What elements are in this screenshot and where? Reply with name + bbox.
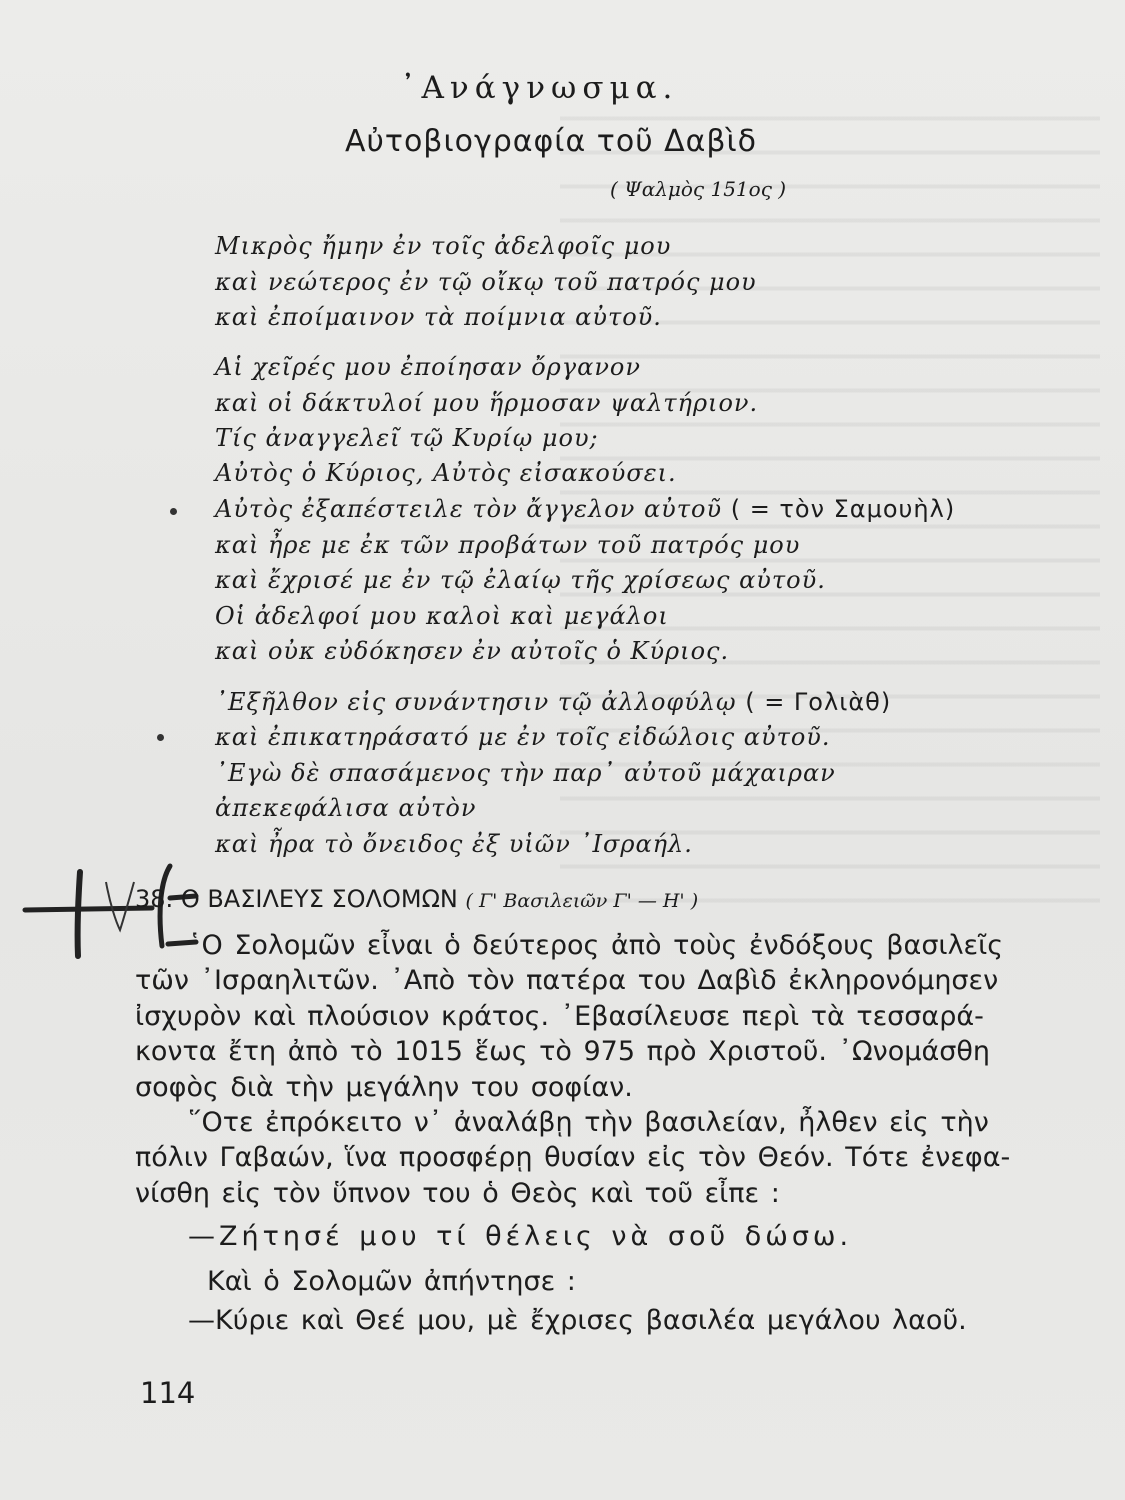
- psalm-line: Αὐτὸς ὁ Κύριος, Αὐτὸς εἰσακούσει.: [215, 459, 677, 487]
- psalm-line-text: ᾿Εξῆλθον εἰς συνάντησιν τῷ ἀλλοφύλῳ: [215, 688, 737, 716]
- psalm-line: καὶ ἐπικατηράσατό με ἐν τοῖς εἰδώλοις αὐτοῦ.: [215, 723, 831, 751]
- psalm-line: ἀπεκεφάλισα αὐτὸν: [215, 794, 477, 822]
- body-line: Καὶ ὁ Σολομῶν ἀπήντησε :: [207, 1266, 576, 1297]
- psalm-line-text: Αὐτὸς ἐξαπέστειλε τὸν ἄγγελον αὐτοῦ: [215, 495, 723, 523]
- margin-dot: [170, 508, 177, 515]
- margin-dot: [157, 734, 164, 741]
- psalm-line: Τίς ἀναγγελεῖ τῷ Κυρίῳ μου;: [215, 424, 599, 452]
- psalm-line: [215, 495, 955, 523]
- reading-heading: ᾿Ανάγνωσμα.: [400, 70, 679, 106]
- psalm-line: Μικρὸς ἤμην ἐν τοῖς ἀδελφοῖς μου: [215, 232, 672, 260]
- psalm-line: καὶ νεώτερος ἐν τῷ οἴκῳ τοῦ πατρός μου: [215, 268, 757, 296]
- body-line: ἰσχυρὸν καὶ πλούσιον κράτος. ᾿Εβασίλευσε περὶ τὰ τεσσαρά-: [135, 1001, 984, 1032]
- psalm-line: καὶ οἱ δάκτυλοί μου ἥρμοσαν ψαλτήριον.: [215, 389, 759, 417]
- psalm-line: καὶ οὐκ εὐδόκησεν ἐν αὐτοῖς ὁ Κύριος.: [215, 637, 730, 665]
- body-line: νίσθη εἰς τὸν ὕπνον του ὁ Θεὸς καὶ τοῦ εἶπε :: [135, 1178, 780, 1209]
- body-line: ῾Ο Σολομῶν εἶναι ὁ δεύτερος ἀπὸ τοὺς ἐνδόξους βασιλεῖς: [188, 930, 1004, 961]
- section-reference: ( Γ' Βασιλειῶν Γ' — Η' ): [465, 890, 699, 912]
- section-header: [135, 885, 698, 913]
- psalm-line: Οἱ ἀδελφοί μου καλοὶ καὶ μεγάλοι: [215, 602, 669, 630]
- body-line: —Ζήτησέ μου τί θέλεις νὰ σοῦ δώσω.: [188, 1221, 853, 1252]
- psalm-line: καὶ ἐποίμαινον τὰ ποίμνια αὐτοῦ.: [215, 303, 662, 331]
- reading-subheading: Αὐτοβιογραφία τοῦ Δαβὶδ: [345, 124, 758, 159]
- psalm-line: Αἱ χεῖρές μου ἐποίησαν ὄργανον: [215, 353, 641, 381]
- section-title: Ο ΒΑΣΙΛΕΥΣ ΣΟΛΟΜΩΝ: [180, 885, 458, 913]
- body-line: σοφὸς διὰ τὴν μεγάλην του σοφίαν.: [135, 1072, 633, 1103]
- psalm-line: καὶ ἦρα τὸ ὄνειδος ἐξ υἱῶν ᾿Ισραήλ.: [215, 830, 693, 858]
- psalm-line-note: ( = τὸν Σαμουὴλ): [730, 495, 956, 523]
- psalm-line: ᾿Εγὼ δὲ σπασάμενος τὴν παρ᾿ αὐτοῦ μάχαιραν: [215, 759, 836, 787]
- body-line: —Κύριε καὶ Θεέ μου, μὲ ἔχρισες βασιλέα μεγάλου λαοῦ.: [188, 1305, 967, 1336]
- body-line: κοντα ἔτη ἀπὸ τὸ 1015 ἕως τὸ 975 πρὸ Χριστοῦ. ᾿Ωνομάσθη: [135, 1036, 991, 1067]
- psalm-line: καὶ ἦρε με ἐκ τῶν προβάτων τοῦ πατρός μου: [215, 531, 801, 559]
- page-number: 114: [140, 1376, 196, 1410]
- section-number: 38.: [135, 885, 174, 913]
- body-line: τῶν ᾿Ισραηλιτῶν. ᾿Απὸ τὸν πατέρα του Δαβὶδ ἐκληρονόμησεν: [135, 965, 999, 996]
- psalm-line-note: ( = Γολιὰθ): [745, 688, 892, 716]
- psalm-reference: ( Ψαλμὸς 151ος ): [610, 177, 787, 201]
- body-line: ῞Οτε ἐπρόκειτο ν᾿ ἀναλάβῃ τὴν βασιλείαν, ἦλθεν εἰς τὴν: [188, 1107, 989, 1138]
- body-line: πόλιν Γαβαών, ἵνα προσφέρῃ θυσίαν εἰς τὸν Θεόν. Τότε ἐνεφα-: [135, 1142, 1011, 1173]
- psalm-line: καὶ ἔχρισέ με ἐν τῷ ἐλαίῳ τῆς χρίσεως αὐτοῦ.: [215, 566, 826, 594]
- psalm-line: [215, 688, 891, 716]
